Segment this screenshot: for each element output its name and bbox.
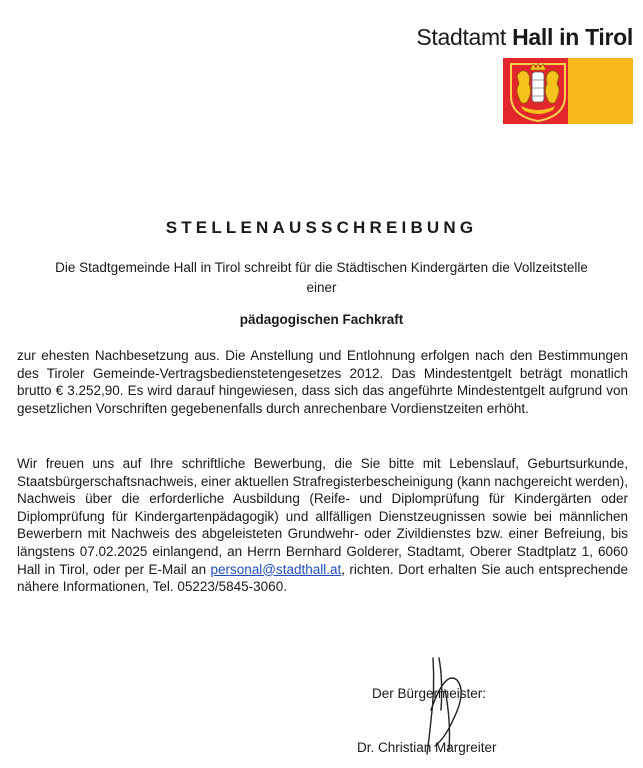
application-text-before-email: Wir freuen uns auf Ihre schriftliche Bewerbung, die Sie bitte mit Lebenslauf, Geburtsurkunde, Staatsbürgerschaftsnachweis, einer aktuellen Strafregisterbescheinigung (kann nachgereicht werden), Nachweis über die erforderliche Ausbildung (Reife- und Diplomprüfung für Kindergärten oder Diplomprüfung für Kindergartenpädagogik) und allfälligen Dienstzeugnissen sowie bei männlichen Bewerbern mit Nachweis des abgeleisteten Grundwehr- oder Zivildienstes bzw. einer Befreiung, bis längstens 07.02.2025 einlangend, an Herrn Bernhard Golderer, Stadtamt, Oberer Stadtplatz 1, 6060 Hall in Tirol, oder per E-Mail an	[17, 456, 628, 577]
position-title: pädagogischen Fachkraft	[239, 312, 404, 327]
paragraph-application	[17, 455, 628, 596]
application-text-after-email: , richten. Dort erhalten Sie auch entsprechende nähere Informationen, Tel. 05223/5845-3060.	[17, 561, 628, 595]
intro-text: Die Stadtgemeinde Hall in Tirol schreibt für die Städtischen Kindergärten die Vollzeitstelle einer	[55, 260, 588, 295]
coat-of-arms-icon	[503, 58, 633, 124]
signature-label: Der Bürgermeister:	[372, 686, 487, 701]
paragraph-employment-terms: zur ehesten Nachbesetzung aus. Die Anstellung und Entlohnung erfolgen nach den Bestimmungen des Tiroler Gemeinde-Vertragsbedienstetengesetzes 2012. Das Mindestentgelt beträgt monatlich brutto € 3.252,90. Es wird darauf hingewiesen, dass sich das angeführte Mindestentgelt aufgrund von gesetzlichen Vorschriften gegebenenfalls durch anrechenbare Vordienstzeiten erhöht.	[17, 348, 628, 416]
signatory-name: Dr. Christian Margreiter	[357, 740, 497, 755]
brand-wordmark	[416, 24, 633, 51]
city-logo	[503, 58, 633, 124]
document-title: STELLENAUSSCHREIBUNG	[165, 218, 478, 237]
brand-light-text: Stadtamt	[416, 24, 506, 50]
email-link[interactable]: personal@stadthall.at	[210, 561, 342, 577]
brand-bold-text: Hall in Tirol	[512, 24, 633, 50]
